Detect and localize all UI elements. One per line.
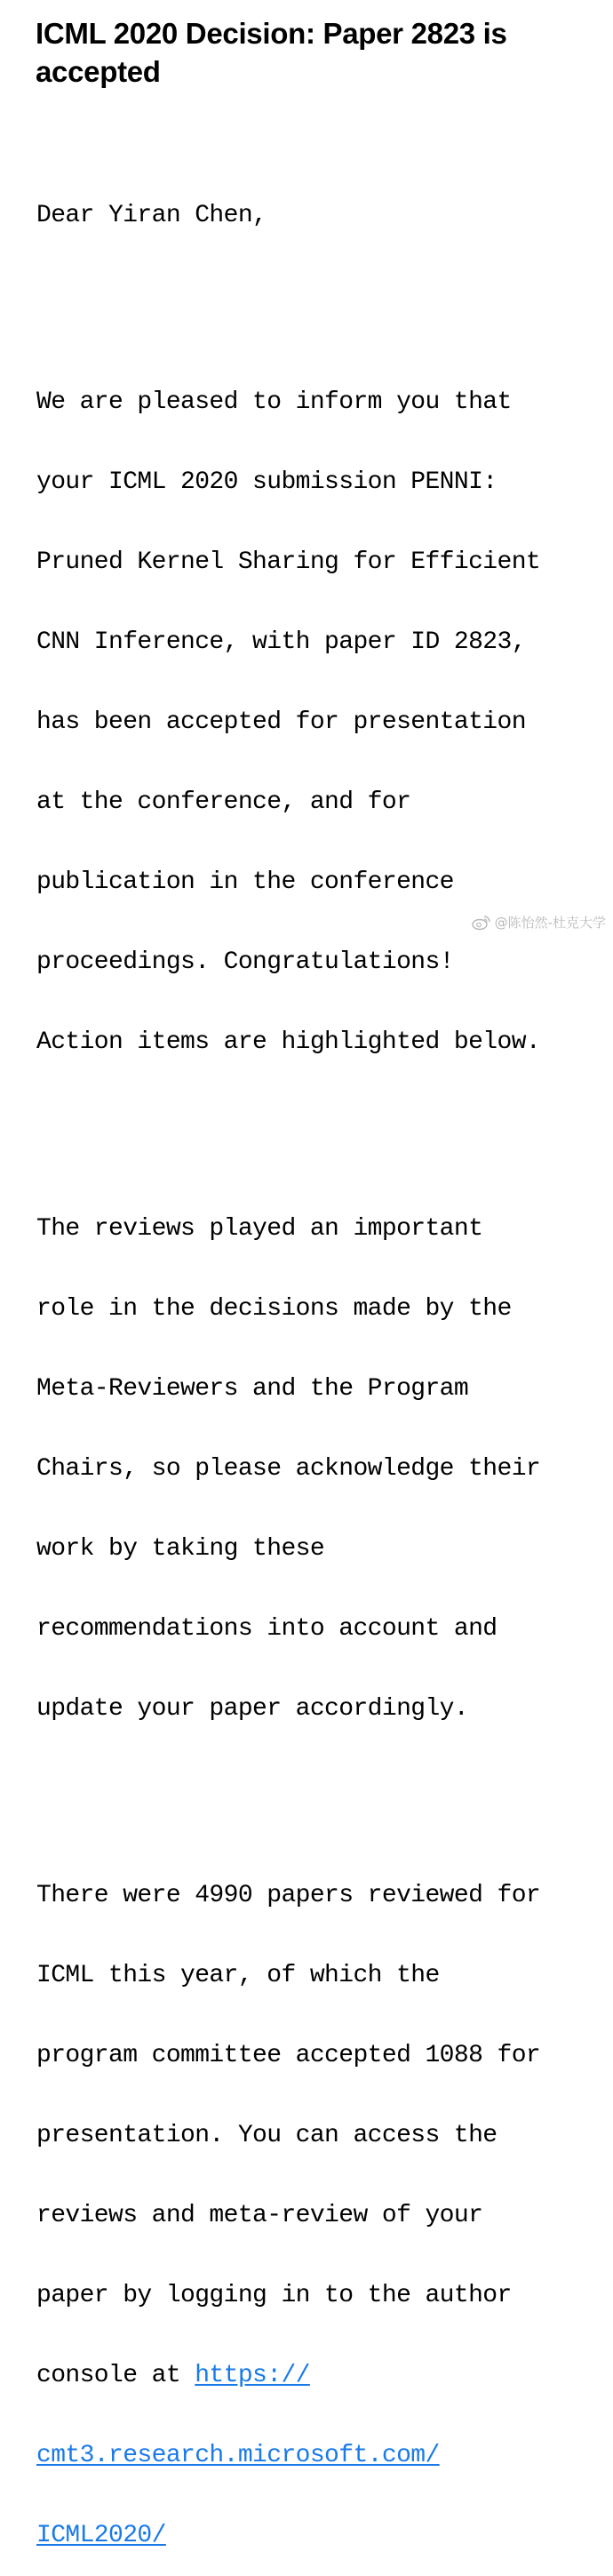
author-console-link-cont[interactable]: cmt3.research.microsoft.com/ xyxy=(36,2442,440,2469)
paragraph1-line: your ICML 2020 submission PENNI: xyxy=(36,468,498,496)
paragraph3-line: There were 4990 papers reviewed for xyxy=(36,1882,541,1909)
paragraph1-line: publication in the conference xyxy=(36,868,454,896)
paragraph2-line: update your paper accordingly. xyxy=(36,1695,469,1723)
paragraph1-line: has been accepted for presentation xyxy=(36,708,526,736)
email-subject: ICML 2020 Decision: Paper 2823 is accepted xyxy=(36,17,507,88)
link-line xyxy=(36,2523,540,2549)
paragraph1-line: We are pleased to inform you that xyxy=(36,388,512,416)
weibo-watermark xyxy=(472,913,606,932)
console-line xyxy=(36,2363,540,2389)
watermark-text: @陈怡然-杜克大学 xyxy=(494,915,606,931)
console-prefix: console at xyxy=(36,2362,195,2389)
paragraph3-line: ICML this year, of which the xyxy=(36,1962,440,1989)
paragraph2-line: Meta-Reviewers and the Program xyxy=(36,1375,469,1403)
paragraph2-line: recommendations into account and xyxy=(36,1615,498,1643)
paragraph1-line: Pruned Kernel Sharing for Efficient xyxy=(36,548,541,576)
email-body xyxy=(36,149,540,2576)
paragraph3-line: paper by logging in to the author xyxy=(36,2282,512,2309)
paragraph2-line: role in the decisions made by the xyxy=(36,1295,512,1323)
paragraph3-line: program committee accepted 1088 for xyxy=(36,2042,541,2069)
blank-line xyxy=(36,283,540,309)
paragraph1-line: CNN Inference, with paper ID 2823, xyxy=(36,628,526,656)
paragraph2-line: The reviews played an important xyxy=(36,1215,483,1243)
paragraph2-line: Chairs, so please acknowledge their xyxy=(36,1455,541,1483)
weibo-icon xyxy=(472,915,491,931)
greeting: Dear Yiran Chen, xyxy=(36,202,267,229)
blank-line xyxy=(36,1109,540,1136)
paragraph1-line: Action items are highlighted below. xyxy=(36,1028,541,1056)
blank-line xyxy=(36,1776,540,1803)
paragraph3-line: reviews and meta-review of your xyxy=(36,2202,483,2229)
author-console-link-cont[interactable]: ICML2020/ xyxy=(36,2522,166,2549)
paragraph1-line: proceedings. Congratulations! xyxy=(36,948,454,976)
link-line xyxy=(36,2443,540,2469)
paragraph3-line: presentation. You can access the xyxy=(36,2122,498,2149)
paragraph1-line: at the conference, and for xyxy=(36,788,411,816)
author-console-link[interactable]: https:// xyxy=(195,2362,310,2389)
paragraph2-line: work by taking these xyxy=(36,1535,325,1563)
